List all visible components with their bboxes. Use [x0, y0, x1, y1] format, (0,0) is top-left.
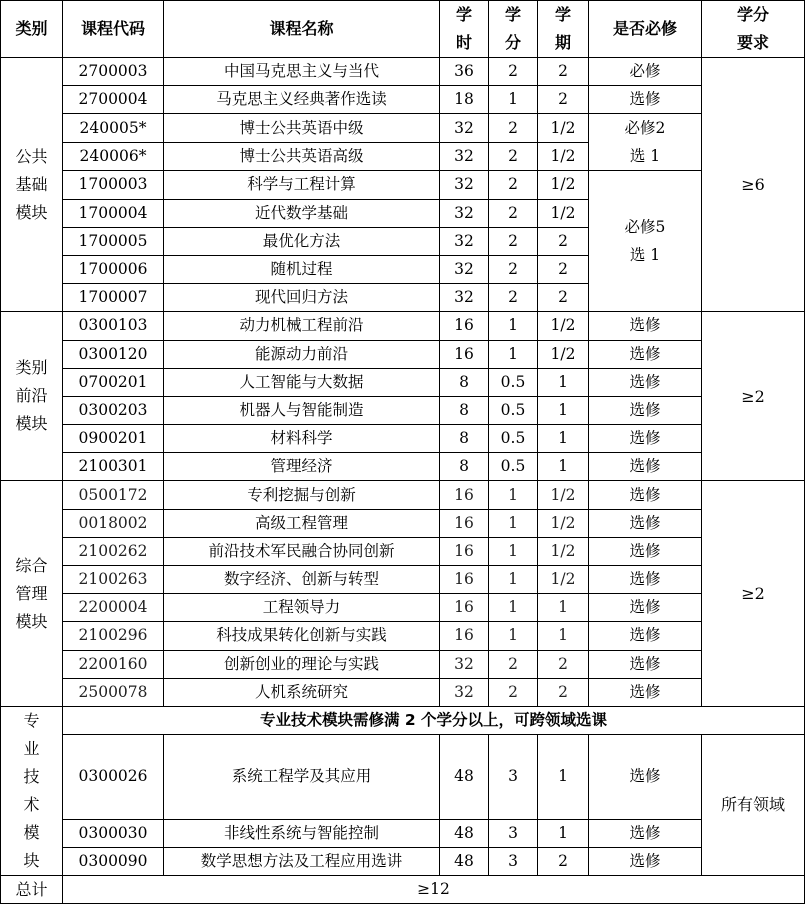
- credit-req-public: ≥6: [702, 58, 805, 312]
- table-row: [1, 706, 805, 734]
- course-term: 1/2: [538, 312, 589, 340]
- course-required: 选修: [589, 566, 702, 594]
- elective-group-english: 必修2 选 1: [589, 114, 702, 171]
- elective-group-math: 必修5 选 1: [589, 171, 702, 312]
- course-term: 1/2: [538, 509, 589, 537]
- course-credits: 3: [489, 847, 538, 875]
- course-term: 2: [538, 255, 589, 283]
- course-required: 选修: [589, 453, 702, 481]
- total-row: [1, 875, 805, 903]
- course-hours: 16: [440, 622, 489, 650]
- course-code: 0300030: [63, 819, 164, 847]
- course-name: 数学思想方法及工程应用选讲: [164, 847, 440, 875]
- course-name: 材料科学: [164, 425, 440, 453]
- table-row: [1, 566, 805, 594]
- course-name: 非线性系统与智能控制: [164, 819, 440, 847]
- table-row: [1, 425, 805, 453]
- course-term: 1/2: [538, 566, 589, 594]
- course-hours: 32: [440, 284, 489, 312]
- course-code: 1700005: [63, 227, 164, 255]
- course-term: 2: [538, 284, 589, 312]
- course-code: 0500172: [63, 481, 164, 509]
- course-credits: 2: [489, 650, 538, 678]
- course-hours: 8: [440, 425, 489, 453]
- course-code: 1700006: [63, 255, 164, 283]
- course-name: 博士公共英语高级: [164, 142, 440, 171]
- course-name: 前沿技术军民融合协同创新: [164, 537, 440, 565]
- course-hours: 16: [440, 594, 489, 622]
- course-credits: 0.5: [489, 453, 538, 481]
- table-row: [1, 340, 805, 368]
- course-hours: 32: [440, 650, 489, 678]
- course-hours: 48: [440, 819, 489, 847]
- course-term: 1: [538, 819, 589, 847]
- course-code: 2100296: [63, 622, 164, 650]
- course-code: 1700003: [63, 171, 164, 199]
- course-credits: 2: [489, 284, 538, 312]
- course-code: 2100301: [63, 453, 164, 481]
- course-term: 1: [538, 622, 589, 650]
- course-credits: 1: [489, 86, 538, 114]
- course-credits: 2: [489, 199, 538, 227]
- course-required: 选修: [589, 735, 702, 819]
- course-code: 0300103: [63, 312, 164, 340]
- course-hours: 16: [440, 312, 489, 340]
- course-term: 1/2: [538, 171, 589, 199]
- course-credits: 2: [489, 255, 538, 283]
- course-term: 1/2: [538, 481, 589, 509]
- course-name: 高级工程管理: [164, 509, 440, 537]
- total-label: 总计: [1, 875, 63, 903]
- course-term: 1/2: [538, 340, 589, 368]
- course-term: 1: [538, 594, 589, 622]
- course-hours: 16: [440, 509, 489, 537]
- credit-req-professional: 所有领域: [702, 735, 805, 876]
- header-row: [1, 1, 805, 58]
- course-hours: 8: [440, 368, 489, 396]
- table-row: [1, 537, 805, 565]
- credit-req-management: ≥2: [702, 481, 805, 707]
- course-hours: 32: [440, 255, 489, 283]
- course-required: 选修: [589, 819, 702, 847]
- credit-req-frontier: ≥2: [702, 312, 805, 481]
- table-row: [1, 312, 805, 340]
- course-hours: 32: [440, 171, 489, 199]
- course-name: 随机过程: [164, 255, 440, 283]
- course-code: 2200160: [63, 650, 164, 678]
- course-term: 2: [538, 847, 589, 875]
- course-name: 创新创业的理论与实践: [164, 650, 440, 678]
- course-name: 马克思主义经典著作选读: [164, 86, 440, 114]
- course-hours: 48: [440, 847, 489, 875]
- course-required: 选修: [589, 594, 702, 622]
- table-row: [1, 594, 805, 622]
- table-row: [1, 622, 805, 650]
- course-required: 选修: [589, 509, 702, 537]
- course-hours: 8: [440, 396, 489, 424]
- course-required: 选修: [589, 481, 702, 509]
- course-code: 2700004: [63, 86, 164, 114]
- table-row: [1, 650, 805, 678]
- course-code: 0300026: [63, 735, 164, 819]
- course-credits: 1: [489, 312, 538, 340]
- course-credits: 2: [489, 171, 538, 199]
- course-name: 动力机械工程前沿: [164, 312, 440, 340]
- course-hours: 16: [440, 340, 489, 368]
- course-term: 2: [538, 58, 589, 86]
- header-name: 课程名称: [164, 1, 440, 58]
- course-term: 1: [538, 735, 589, 819]
- course-code: 240006*: [63, 142, 164, 171]
- total-value: ≥12: [63, 875, 805, 903]
- table-row: [1, 114, 805, 143]
- course-hours: 8: [440, 453, 489, 481]
- course-credits: 1: [489, 340, 538, 368]
- course-code: 1700007: [63, 284, 164, 312]
- course-name: 专利挖掘与创新: [164, 481, 440, 509]
- course-code: 2200004: [63, 594, 164, 622]
- course-code: 2700003: [63, 58, 164, 86]
- category-professional: 专业技术模块: [1, 706, 63, 875]
- course-name: 机器人与智能制造: [164, 396, 440, 424]
- course-name: 数字经济、创新与转型: [164, 566, 440, 594]
- course-hours: 18: [440, 86, 489, 114]
- course-hours: 36: [440, 58, 489, 86]
- course-required: 选修: [589, 86, 702, 114]
- course-required: 选修: [589, 396, 702, 424]
- course-credits: 1: [489, 622, 538, 650]
- table-row: [1, 678, 805, 706]
- header-term: 学期: [538, 1, 589, 58]
- course-credits: 2: [489, 142, 538, 171]
- course-term: 2: [538, 650, 589, 678]
- course-term: 1/2: [538, 537, 589, 565]
- table-row: [1, 396, 805, 424]
- course-term: 1/2: [538, 142, 589, 171]
- course-hours: 16: [440, 566, 489, 594]
- course-hours: 32: [440, 142, 489, 171]
- course-credits: 3: [489, 819, 538, 847]
- professional-note: 专业技术模块需修满 2 个学分以上，可跨领域选课: [63, 706, 805, 734]
- course-code: 2100263: [63, 566, 164, 594]
- course-name: 科技成果转化创新与实践: [164, 622, 440, 650]
- course-term: 2: [538, 86, 589, 114]
- course-credits: 0.5: [489, 425, 538, 453]
- course-required: 必修: [589, 58, 702, 86]
- course-term: 1: [538, 453, 589, 481]
- table-row: [1, 847, 805, 875]
- course-name: 人机系统研究: [164, 678, 440, 706]
- course-name: 系统工程学及其应用: [164, 735, 440, 819]
- course-credits: 1: [489, 509, 538, 537]
- table-row: [1, 735, 805, 819]
- table-row: [1, 509, 805, 537]
- course-credits: 0.5: [489, 368, 538, 396]
- course-required: 选修: [589, 425, 702, 453]
- header-credit-req: 学分要求: [702, 1, 805, 58]
- course-code: 240005*: [63, 114, 164, 143]
- category-frontier: 类别前沿模块: [1, 312, 63, 481]
- course-credits: 1: [489, 481, 538, 509]
- course-code: 0700201: [63, 368, 164, 396]
- course-required: 选修: [589, 312, 702, 340]
- header-required: 是否必修: [589, 1, 702, 58]
- course-code: 0300203: [63, 396, 164, 424]
- course-code: 0300090: [63, 847, 164, 875]
- course-required: 选修: [589, 368, 702, 396]
- course-credits: 1: [489, 537, 538, 565]
- table-row: [1, 453, 805, 481]
- course-hours: 16: [440, 481, 489, 509]
- course-name: 最优化方法: [164, 227, 440, 255]
- course-name: 中国马克思主义与当代: [164, 58, 440, 86]
- course-hours: 48: [440, 735, 489, 819]
- course-code: 2500078: [63, 678, 164, 706]
- table-row: [1, 58, 805, 86]
- course-credits: 2: [489, 58, 538, 86]
- course-term: 1: [538, 368, 589, 396]
- course-name: 管理经济: [164, 453, 440, 481]
- course-required: 选修: [589, 622, 702, 650]
- course-name: 科学与工程计算: [164, 171, 440, 199]
- course-term: 1: [538, 425, 589, 453]
- course-credits: 1: [489, 566, 538, 594]
- course-code: 0018002: [63, 509, 164, 537]
- course-name: 现代回归方法: [164, 284, 440, 312]
- category-management: 综合管理模块: [1, 481, 63, 707]
- course-term: 1: [538, 396, 589, 424]
- table-row: [1, 819, 805, 847]
- course-name: 近代数学基础: [164, 199, 440, 227]
- course-term: 2: [538, 678, 589, 706]
- course-credits: 3: [489, 735, 538, 819]
- course-credits: 2: [489, 227, 538, 255]
- course-term: 1/2: [538, 199, 589, 227]
- course-credits: 2: [489, 114, 538, 143]
- header-hours: 学时: [440, 1, 489, 58]
- header-category: 类别: [1, 1, 63, 58]
- course-code: 1700004: [63, 199, 164, 227]
- header-credits: 学分: [489, 1, 538, 58]
- course-code: 2100262: [63, 537, 164, 565]
- header-code: 课程代码: [63, 1, 164, 58]
- course-required: 选修: [589, 537, 702, 565]
- course-credits: 0.5: [489, 396, 538, 424]
- table-row: [1, 368, 805, 396]
- course-name: 人工智能与大数据: [164, 368, 440, 396]
- course-code: 0900201: [63, 425, 164, 453]
- course-hours: 32: [440, 199, 489, 227]
- category-public: 公共基础模块: [1, 58, 63, 312]
- table-row: [1, 481, 805, 509]
- course-required: 选修: [589, 340, 702, 368]
- course-name: 博士公共英语中级: [164, 114, 440, 143]
- course-code: 0300120: [63, 340, 164, 368]
- course-hours: 32: [440, 114, 489, 143]
- course-required: 选修: [589, 650, 702, 678]
- course-hours: 16: [440, 537, 489, 565]
- course-hours: 32: [440, 227, 489, 255]
- course-required: 选修: [589, 678, 702, 706]
- table-row: [1, 171, 805, 199]
- course-credits: 1: [489, 594, 538, 622]
- course-term: 2: [538, 227, 589, 255]
- course-name: 能源动力前沿: [164, 340, 440, 368]
- course-credits: 2: [489, 678, 538, 706]
- course-name: 工程领导力: [164, 594, 440, 622]
- course-required: 选修: [589, 847, 702, 875]
- course-hours: 32: [440, 678, 489, 706]
- course-term: 1/2: [538, 114, 589, 143]
- table-row: [1, 86, 805, 114]
